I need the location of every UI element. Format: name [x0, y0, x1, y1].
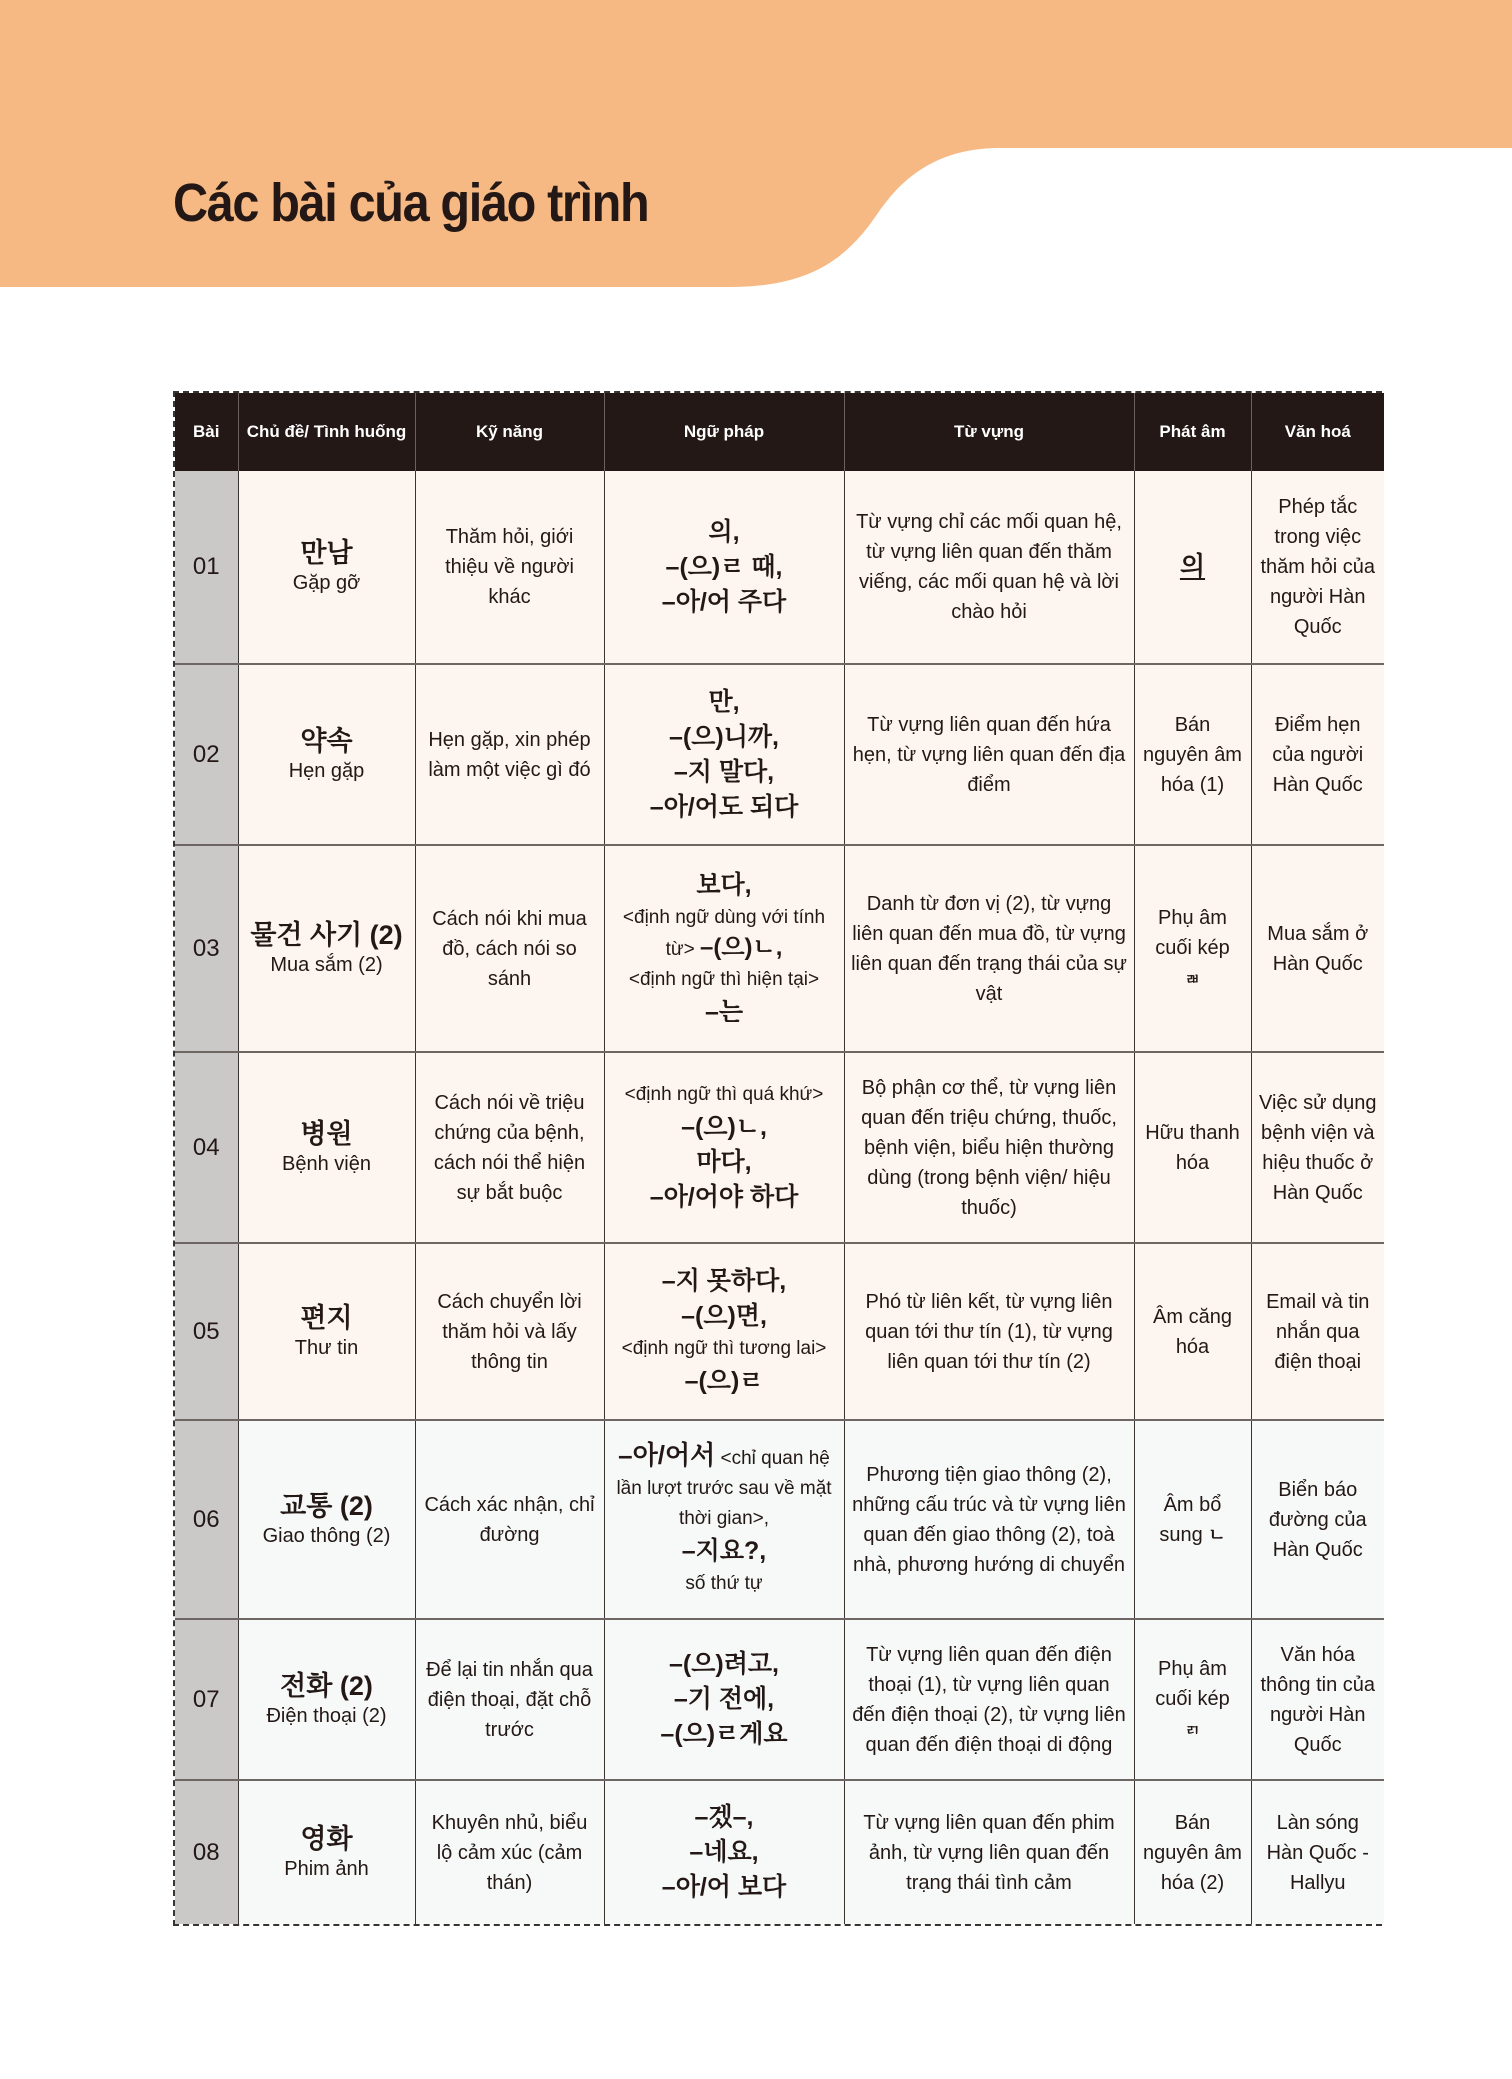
- grammar-cell: [604, 1420, 844, 1619]
- table-row: [175, 471, 1384, 664]
- topic-korean: 병원: [300, 1118, 353, 1149]
- pronunciation-cell: Âm căng hóa: [1134, 1243, 1251, 1420]
- header-pronunciation: Phát âm: [1134, 393, 1251, 471]
- lesson-number: 03: [175, 845, 238, 1052]
- lesson-number: 01: [175, 471, 238, 664]
- topic-cell: [238, 1780, 415, 1924]
- grammar-note: [611, 903, 838, 965]
- grammar-item: –지 못하다,: [661, 1267, 787, 1295]
- grammar-item: –(으)ㄴ,: [700, 933, 783, 961]
- grammar-cell: [604, 1780, 844, 1924]
- pronunciation-cell: Bán nguyên âm hóa (1): [1134, 664, 1251, 845]
- lesson-number: 06: [175, 1420, 238, 1619]
- vocabulary-cell: Phương tiện giao thông (2), những cấu trúc và từ vựng liên quan đến giao thông (2), toà nhà, phương hướng di chuyển: [844, 1420, 1134, 1619]
- grammar-item: –지요?,: [681, 1537, 767, 1565]
- culture-cell: Làn sóng Hàn Quốc - Hallyu: [1251, 1780, 1384, 1924]
- topic-cell: [238, 664, 415, 845]
- grammar-note: <định ngữ thì hiện tại>: [628, 968, 820, 990]
- pronunciation-korean: ㄺ: [1185, 1721, 1200, 1739]
- grammar-item: –기 전에,: [673, 1685, 775, 1713]
- grammar-item: –는: [704, 997, 744, 1026]
- table-header-row: [175, 393, 1384, 471]
- grammar-item: 의,: [708, 517, 740, 546]
- pronunciation-cell: Hữu thanh hóa: [1134, 1052, 1251, 1243]
- skill-cell: Thăm hỏi, giới thiệu về người khác: [415, 471, 604, 664]
- grammar-item: –(으)ㄹ게요: [660, 1720, 788, 1748]
- topic-cell: [238, 471, 415, 664]
- grammar-note: <định ngữ thì quá khứ>: [624, 1084, 824, 1105]
- vocabulary-cell: Phó từ liên kết, từ vựng liên quan tới thư tín (1), từ vựng liên quan tới thư tín (2): [844, 1243, 1134, 1420]
- pronunciation-text: Âm bổ sung: [1159, 1493, 1222, 1546]
- vocabulary-cell: Danh từ đơn vị (2), từ vựng liên quan đến mua đồ, từ vựng liên quan đến trạng thái của sự vật: [844, 845, 1134, 1052]
- lesson-number: 07: [175, 1619, 238, 1780]
- grammar-cell: [604, 1619, 844, 1780]
- topic-korean: 교통 (2): [280, 1490, 373, 1521]
- grammar-item: 보다,: [696, 870, 752, 899]
- table-row: [175, 1243, 1384, 1420]
- grammar-cell: [604, 845, 844, 1052]
- grammar-cell: [604, 471, 844, 664]
- table-row: [175, 664, 1384, 845]
- grammar-item: –네요,: [689, 1838, 759, 1866]
- table-row: [175, 1619, 1384, 1780]
- culture-cell: Mua sắm ở Hàn Quốc: [1251, 845, 1384, 1052]
- grammar-note-text: <định ngữ dùng với tính từ>: [622, 906, 826, 960]
- table-row: [175, 1780, 1384, 1924]
- skill-cell: Cách xác nhận, chỉ đường: [415, 1420, 604, 1619]
- lesson-number: 08: [175, 1780, 238, 1924]
- skill-cell: Cách chuyển lời thăm hỏi và lấy thông tin: [415, 1243, 604, 1420]
- pronunciation-cell: [1134, 1420, 1251, 1619]
- pronunciation-korean: ㄴ: [1208, 1524, 1226, 1545]
- pronunciation-cell: [1134, 471, 1251, 664]
- grammar-item: –지 말다,: [673, 757, 775, 786]
- grammar-cell: [604, 664, 844, 845]
- table-row: [175, 845, 1384, 1052]
- grammar-item: –(으)ㄴ,: [681, 1113, 767, 1141]
- topic-vietnamese: Mua sắm (2): [270, 953, 383, 976]
- header-topic: Chủ đề/ Tình huống: [238, 393, 415, 471]
- grammar-item: –(으)ㄹ 때,: [665, 552, 783, 581]
- topic-korean: 약속: [300, 725, 353, 756]
- grammar-note: số thứ tự: [685, 1573, 763, 1594]
- vocabulary-cell: Bộ phận cơ thể, từ vựng liên quan đến triệu chứng, thuốc, bệnh viện, biểu hiện thường dùng (trong bệnh viện/ hiệu thuốc): [844, 1052, 1134, 1243]
- grammar-item: –아/어도 되다: [649, 792, 799, 821]
- grammar-item: –(으)면,: [681, 1302, 767, 1330]
- pronunciation-text: Phụ âm cuối kép: [1155, 906, 1230, 959]
- grammar-item: –겠–,: [694, 1803, 754, 1831]
- grammar-item: –(으)ㄹ: [684, 1367, 764, 1395]
- topic-vietnamese: Điện thoại (2): [266, 1704, 387, 1727]
- culture-cell: Email và tin nhắn qua điện thoại: [1251, 1243, 1384, 1420]
- header-lesson: Bài: [175, 393, 238, 471]
- topic-korean: 영화: [300, 1823, 353, 1854]
- vocabulary-cell: Từ vựng liên quan đến điện thoại (1), từ vựng liên quan đến điện thoại (2), từ vựng liên quan đến điện thoại di động: [844, 1619, 1134, 1780]
- topic-korean: 편지: [300, 1302, 353, 1333]
- topic-korean: 전화 (2): [280, 1670, 373, 1701]
- culture-cell: Việc sử dụng bệnh viện và hiệu thuốc ở Hàn Quốc: [1251, 1052, 1384, 1243]
- grammar-cell: [604, 1052, 844, 1243]
- pronunciation-cell: [1134, 845, 1251, 1052]
- topic-vietnamese: Phim ảnh: [284, 1857, 369, 1880]
- grammar-item: –아/어 주다: [661, 587, 787, 616]
- grammar-note: <định ngữ thì tương lai>: [621, 1338, 827, 1359]
- grammar-item: –(으)니까,: [669, 722, 779, 751]
- topic-vietnamese: Hẹn gặp: [288, 759, 365, 782]
- topic-vietnamese: Gặp gỡ: [292, 572, 361, 594]
- topic-cell: [238, 1243, 415, 1420]
- page-title: Các bài của giáo trình: [173, 173, 649, 233]
- topic-vietnamese: Giao thông (2): [262, 1524, 391, 1547]
- header-skill: Kỹ năng: [415, 393, 604, 471]
- topic-cell: [238, 1052, 415, 1243]
- grammar-item: 마다,: [696, 1148, 752, 1176]
- lesson-number: 02: [175, 664, 238, 845]
- vocabulary-cell: Từ vựng liên quan đến phim ảnh, từ vựng liên quan đến trạng thái tình cảm: [844, 1780, 1134, 1924]
- skill-cell: Cách nói khi mua đồ, cách nói so sánh: [415, 845, 604, 1052]
- header-banner: [0, 0, 1512, 300]
- table-row: [175, 1052, 1384, 1243]
- grammar-note: [611, 1440, 838, 1534]
- culture-cell: Điểm hẹn của người Hàn Quốc: [1251, 664, 1384, 845]
- grammar-item: –아/어 보다: [661, 1873, 787, 1901]
- topic-cell: [238, 1619, 415, 1780]
- topic-korean: 물건 사기 (2): [250, 919, 403, 950]
- table-row: [175, 1420, 1384, 1619]
- grammar-item: –아/어야 하다: [649, 1183, 799, 1211]
- topic-vietnamese: Thư tin: [294, 1336, 359, 1359]
- topic-cell: [238, 1420, 415, 1619]
- header-vocabulary: Từ vựng: [844, 393, 1134, 471]
- header-grammar: Ngữ pháp: [604, 393, 844, 471]
- pronunciation-korean: ㄼ: [1185, 970, 1200, 988]
- culture-cell: Văn hóa thông tin của người Hàn Quốc: [1251, 1619, 1384, 1780]
- curriculum-table: [173, 391, 1382, 1926]
- grammar-item: 만,: [708, 687, 740, 716]
- skill-cell: Cách nói về triệu chứng của bệnh, cách nói thể hiện sự bắt buộc: [415, 1052, 604, 1243]
- lesson-number: 04: [175, 1052, 238, 1243]
- vocabulary-cell: Từ vựng chỉ các mối quan hệ, từ vựng liên quan đến thăm viếng, các mối quan hệ và lời chào hỏi: [844, 471, 1134, 664]
- culture-cell: Biển báo đường của Hàn Quốc: [1251, 1420, 1384, 1619]
- pronunciation-cell: Bán nguyên âm hóa (2): [1134, 1780, 1251, 1924]
- grammar-note-text: <chỉ quan hệ lần lượt trước sau về mặt thời gian>,: [616, 1448, 832, 1529]
- vocabulary-cell: Từ vựng liên quan đến hứa hẹn, từ vựng liên quan đến địa điểm: [844, 664, 1134, 845]
- pronunciation-text: Phụ âm cuối kép: [1155, 1657, 1230, 1710]
- skill-cell: Khuyên nhủ, biểu lộ cảm xúc (cảm thán): [415, 1780, 604, 1924]
- skill-cell: Để lại tin nhắn qua điện thoại, đặt chỗ trước: [415, 1619, 604, 1780]
- grammar-item: –(으)려고,: [669, 1650, 779, 1678]
- culture-cell: Phép tắc trong việc thăm hỏi của người Hàn Quốc: [1251, 471, 1384, 664]
- skill-cell: Hẹn gặp, xin phép làm một việc gì đó: [415, 664, 604, 845]
- topic-vietnamese: Bệnh viện: [282, 1152, 371, 1175]
- pronunciation-korean: 의: [1179, 550, 1206, 581]
- header-culture: Văn hoá: [1251, 393, 1384, 471]
- topic-cell: [238, 845, 415, 1052]
- grammar-item: –아/어서: [618, 1440, 716, 1470]
- topic-korean: 만남: [300, 538, 353, 568]
- grammar-cell: [604, 1243, 844, 1420]
- pronunciation-cell: [1134, 1619, 1251, 1780]
- lesson-number: 05: [175, 1243, 238, 1420]
